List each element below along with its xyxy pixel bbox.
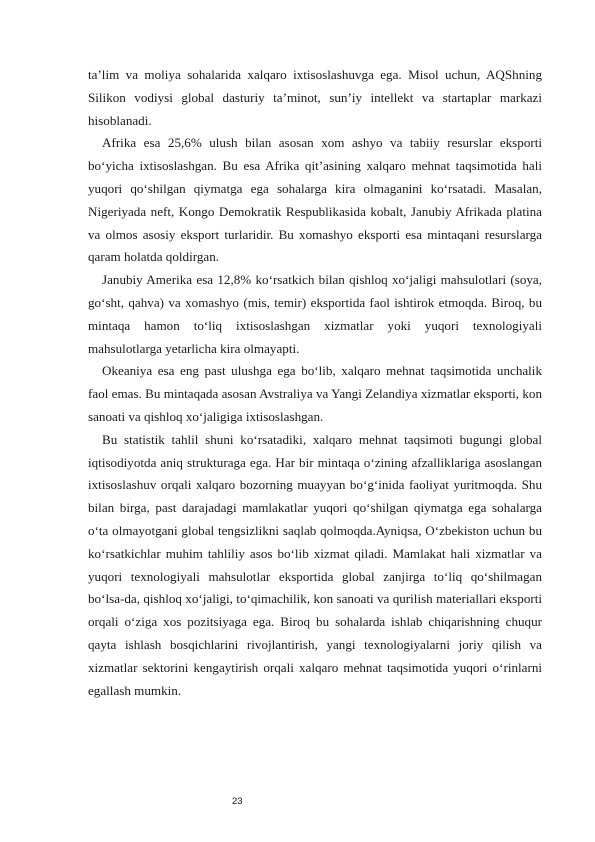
paragraph-analysis: Bu statistik tahlil shuni ko‘rsatadiki, xalqaro mehnat taqsimoti bugungi global iqtisodiyotda aniq strukturaga ega. Har bir mintaqa o‘zining afzalliklariga asoslangan ixtisoslashuv orqali xalqaro bozorning muayyan bo‘g‘inida faoliyat yuritmoqda. Shu bilan birga, past darajadagi mamlakatlar yuqori qo‘shilgan qiymatga ega sohalarga o‘ta olmayotgani global tengsizlikni saqlab qolmoqda.Ayniqsa, O‘zbekiston uchun bu ko‘rsatkichlar muhim tahliliy asos bo‘lib xizmat qiladi. Mamlakat hali xizmatlar va yuqori texnologiyali mahsulotlar eksportida global zanjirga to‘liq qo‘shilmagan bo‘lsa-da, qishloq xo‘jaligi, to‘qimachilik, kon sanoati va qurilish materiallari eksporti orqali o‘ziga xos pozitsiyaga ega. Biroq bu sohalarda ishlab chiqarishning chuqur qayta ishlash bosqichlarini rivojlantirish, yangi texnologiyalarni joriy qilish va xizmatlar sektorini kengaytirish orqali xalqaro mehnat taqsimotida yuqori o‘rinlarni egallash mumkin.	[88, 431, 542, 698]
paragraph-continuation: ta’lim va moliya sohalarida xalqaro ixtisoslashuvga ega. Misol uchun, AQShning Silikon vodiysi global dasturiy ta’minot, sun’iy intellekt va startaplar markazi hisoblanadi.	[88, 67, 542, 128]
paragraph-oceania: Okeaniya esa eng past ulushga ega bo‘lib, xalqaro mehnat taqsimotida unchalik faol emas. Bu mintaqada asosan Avstraliya va Yangi Zelandiya xizmatlar eksporti, kon sanoati va qishloq xo‘jaligiga ixtisoslashgan.	[88, 363, 542, 424]
page-number: 23	[232, 796, 243, 807]
document-body	[88, 64, 542, 702]
paragraph-south-america: Janubiy Amerika esa 12,8% ko‘rsatkich bilan qishloq xo‘jaligi mahsulotlari (soya, go‘sht, qahva) va xomashyo (mis, temir) eksportida faol ishtirok etmoqda. Biroq, bu mintaqa hamon to‘liq ixtisoslashgan xizmatlar yoki yuqori texnologiyali mahsulotlarga yetarlicha kira olmayapti.	[88, 272, 542, 356]
paragraph-africa: Afrika esa 25,6% ulush bilan asosan xom ashyo va tabiiy resurslar eksporti bo‘yicha ixtisoslashgan. Bu esa Afrika qit’asining xalqaro mehnat taqsimotida hali yuqori qo‘shilgan qiymatga ega sohalarga kira olmaganini ko‘rsatadi. Masalan, Nigeriyada neft, Kongo Demokratik Respublikasida kobalt, Janubiy Afrikada platina va olmos asosiy eksport turlaridir. Bu xomashyo eksporti esa mintaqani resurslarga qaram holatda qoldirgan.	[88, 135, 542, 265]
